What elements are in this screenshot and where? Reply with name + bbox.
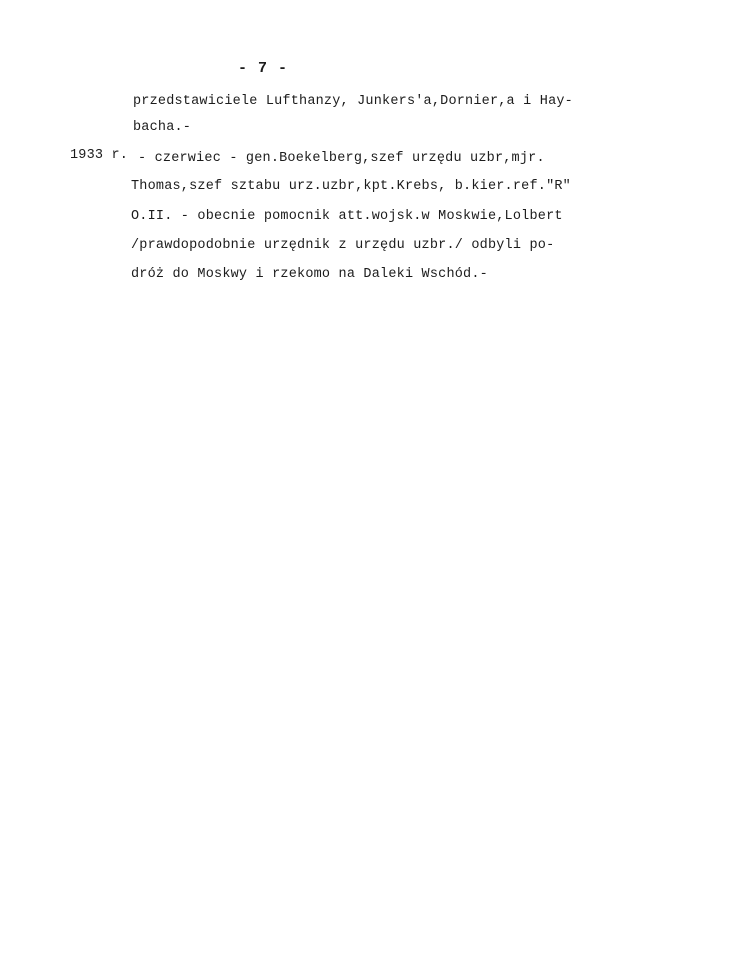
- text-line-3: - czerwiec - gen.Boekelberg,szef urzędu uzbr,mjr.: [138, 151, 545, 166]
- page-number: - 7 -: [238, 60, 289, 77]
- text-line-6: /prawdopodobnie urzędnik z urzędu uzbr./ odbyli po-: [131, 238, 555, 253]
- text-line-1: przedstawiciele Lufthanzy, Junkers'a,Dornier,a i Hay-: [133, 94, 573, 109]
- date-label: 1933 r.: [70, 148, 129, 163]
- text-line-5: O.II. - obecnie pomocnik att.wojsk.w Moskwie,Lolbert: [131, 209, 563, 224]
- text-line-4: Thomas,szef sztabu urz.uzbr,kpt.Krebs, b.kier.ref."R": [131, 179, 571, 194]
- text-line-7: dróż do Moskwy i rzekomo na Daleki Wschód.-: [131, 267, 488, 282]
- text-line-2: bacha.-: [133, 120, 192, 135]
